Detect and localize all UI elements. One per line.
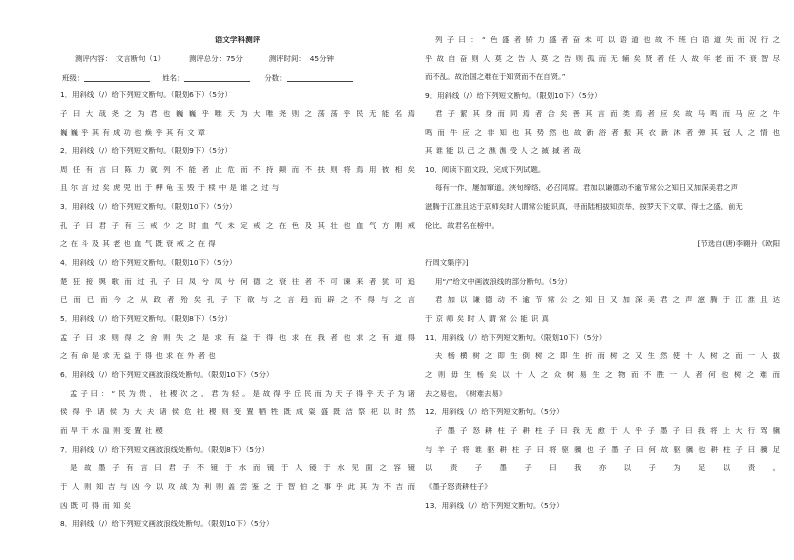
class-field[interactable] bbox=[84, 73, 150, 82]
passage-line: 与羊子将谁驱耕柱子曰将驱骥也子墨子曰何故驱骥也耕柱子曰骥足 bbox=[425, 446, 780, 454]
content-label: 测评内容： bbox=[75, 55, 112, 63]
passage-line: 子墨子怒耕柱子耕柱子曰我无愈于人乎子墨子曰我将上大行驾骥 bbox=[435, 427, 780, 435]
passage-line: 夫杨横树之即生倒树之即生折而树之又生然使十人树之而一人拔 bbox=[435, 352, 780, 360]
class-label: 班级： bbox=[62, 73, 85, 82]
passage-line: 滋腾于江淮且达于京师矣时人谓常公能识真，寻而陆相拔知贡举，按罗天下文章，得士之盛，前无 bbox=[425, 203, 743, 211]
question-line: 3．用斜线（/）给下列短文断句。（限划10下）（5分） bbox=[60, 203, 237, 211]
passage-line: 是故墨子有言曰君子不镜于水而镜于人镜于水见面之容镜 bbox=[70, 464, 415, 472]
passage-line: 侯得乎诸侯为大夫诸侯危社稷则变置牺牲既成粢盛既洁祭祀以时然 bbox=[60, 408, 415, 416]
passage-line: 于人则知吉与凶今以攻战为利则盖尝鉴之于智伯之事乎此其为不吉而 bbox=[60, 483, 415, 491]
passage-line: 而旱干水溢则变置社稷 bbox=[60, 427, 166, 435]
question-line: 7．用斜线（/）给下列短文画波浪线处断句。（限划8下）（5分） bbox=[60, 446, 269, 454]
total-score-label: 测评总分：75分 bbox=[189, 55, 243, 63]
page-title: 语文学科测评 bbox=[214, 36, 261, 44]
question-line: 9．用斜线（/）给下列短文断句。（限划10下）（5分） bbox=[425, 92, 602, 100]
source-citation: [节选自(唐)李翱升《欧阳 bbox=[697, 240, 780, 248]
passage-line: 巍巍乎其有成功也焕乎其有文章 bbox=[60, 129, 209, 137]
question-line: 2．用斜线（/）给下列短文断句。（限划9下）（5分） bbox=[60, 147, 232, 155]
score-label: 分数： bbox=[264, 73, 287, 82]
passage-line: 伦比，故君名在榜中。 bbox=[425, 222, 499, 230]
test-meta-row bbox=[75, 55, 430, 62]
time-value: 45分钟 bbox=[309, 55, 334, 63]
passage-line: 去之易也。 《树难去易》 bbox=[425, 390, 507, 398]
time-label: 测评时间： bbox=[268, 55, 306, 63]
passage-line: 孟子曰求则得之舍则失之是求有益于得也求在我者也求之有道得 bbox=[60, 334, 415, 342]
passage-line: 楚狂接舆歌而过孔子曰凤兮凤兮何德之衰往者不可谏来者犹可追 bbox=[60, 278, 415, 286]
name-field[interactable] bbox=[184, 73, 250, 82]
question-line: 10．阅读下面文段，完成下列试题。 bbox=[425, 166, 546, 174]
passage-line: 凶既可得而知矣 bbox=[60, 502, 135, 510]
question-line: 1．用斜线（/）给下列短文断句。（限划6下）（5分） bbox=[60, 91, 232, 99]
passage-line: 孔子曰君子有三戒少之时血气未定戒之在色及其壮也血气方刚戒 bbox=[60, 222, 415, 230]
passage-line: 而不乱。故治国之难在于知贤而不在自贤。” bbox=[425, 73, 566, 81]
question-line: 用“/”给文中画波浪线的部分断句。（5分） bbox=[435, 278, 572, 286]
name-label: 姓名： bbox=[162, 73, 185, 82]
content-value: 文言断句（1） bbox=[115, 55, 166, 63]
passage-line: 周任有言曰陈力就列不能者止危而不持颠而不扶则将焉用彼相矣 bbox=[60, 166, 415, 174]
passage-line: 已而已而今之从政者殆矣孔子下欲与之言趋而辟之不得与之言 bbox=[60, 296, 415, 304]
passage-line: 以责子墨子曰我亦以子为足以责。 bbox=[425, 464, 780, 472]
passage-line: 且尔言过矣虎兕出于柙龟玉毁于椟中是谁之过与 bbox=[60, 184, 283, 192]
passage-line: 之有命是求无益于得也求在外者也 bbox=[60, 352, 219, 360]
score-field[interactable] bbox=[287, 73, 353, 82]
question-line: 12．用斜线（/）给下列短文断句。（5分） bbox=[425, 408, 564, 416]
passage-line: 之则毋生杨矣以十人之众树易生之物而不胜一人者何也树之难而 bbox=[425, 371, 780, 379]
passage-line: 鸣而牛应之非知也其势然也故新浴者振其衣新沐者弹其冠人之情也 bbox=[425, 129, 780, 137]
question-line: 4．用斜线（/）给下列短文断句。（限划10下）（5分） bbox=[60, 259, 237, 267]
student-info-row bbox=[62, 73, 417, 82]
passage-line: 君加以谦德动不逾节常公之知日又加深美君之声滋腾于江淮且达 bbox=[435, 296, 780, 304]
passage-line: 君子絜其身而同焉者合矣善其言而类焉者应矣故马鸣而马应之牛 bbox=[435, 110, 780, 118]
passage-line: 于京师矣时人谓常公能识真 bbox=[425, 315, 553, 323]
passage-line: 孟子曰：“民为贵，社稷次之，君为轻。是故得乎丘民而为天子得乎天子为诸 bbox=[70, 390, 415, 398]
question-line: 5．用斜线（/）给下列短文断句。（限划8下）（5分） bbox=[60, 315, 232, 323]
question-line: 8．用斜线（/）给下列短文画波浪线处断句。（限划10下）（5分） bbox=[60, 520, 274, 528]
passage-line: 每有一作，屡加窜道。浹旬缔络，必召同席。君加以谦德动不逾节常公之知日又加深美君之声 bbox=[435, 184, 739, 192]
passage-line: 列子曰：“色盛者骄力盛者奋未可以语道也故不班白语道失而况行之 bbox=[435, 36, 780, 44]
passage-line: 子曰大哉尧之为君也巍巍乎唯天为大唯尧则之荡荡乎民无能名焉 bbox=[60, 110, 415, 118]
question-line: 6．用斜线（/）给下列短文画波浪线处断句。（限划10下）（5分） bbox=[60, 371, 274, 379]
source-citation: 《墨子怒责耕柱子》 bbox=[425, 483, 492, 491]
question-line: 13．用斜线（/）给下列短文断句。（5分） bbox=[425, 502, 564, 510]
question-line: 11．用斜线（/）给下列短文断句。（限划10下）（5分） bbox=[425, 334, 607, 342]
passage-line: 乎故自奋则人莫之告人莫之告则孤而无辅矣贤者任人故年老而不衰智尽 bbox=[425, 55, 780, 63]
passage-line: 其谁能以己之潐潐受人之掝掝者哉 bbox=[425, 147, 584, 155]
passage-line: 之在斗及其老也血气既衰戒之在得 bbox=[60, 240, 219, 248]
source-citation: 行周文集序》] bbox=[425, 259, 469, 267]
